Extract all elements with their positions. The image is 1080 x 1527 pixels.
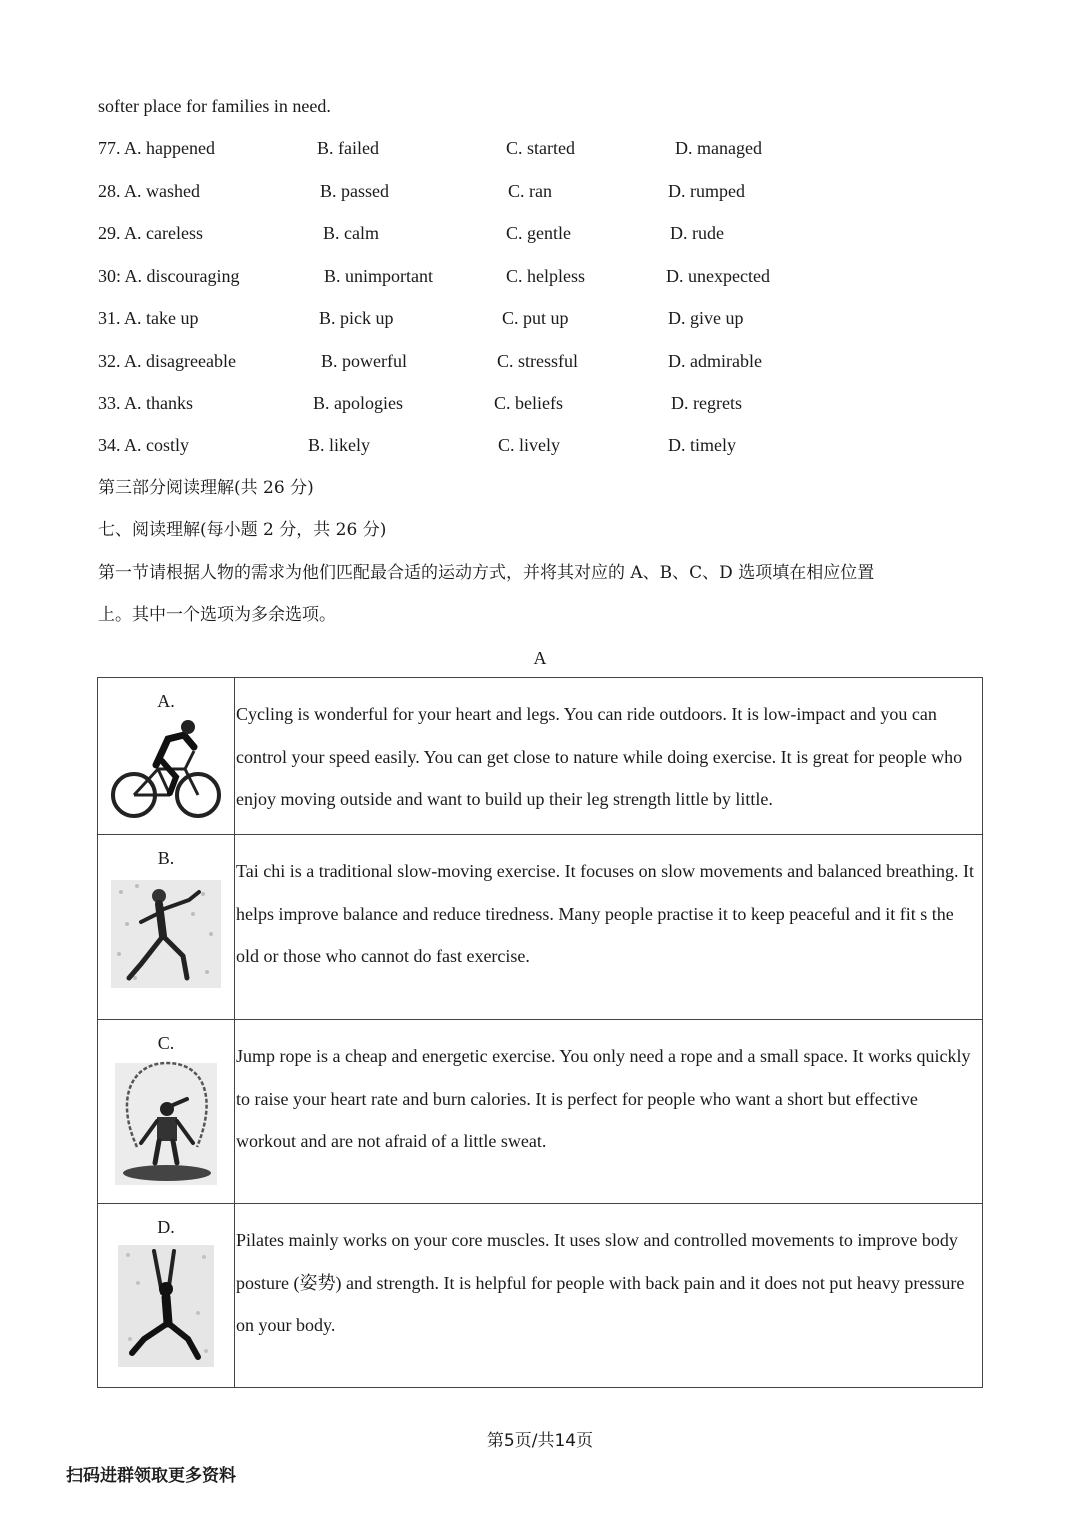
option-d: D. unexpected (666, 266, 770, 286)
tai-chi-icon (107, 874, 225, 992)
option-row-d (98, 1204, 983, 1388)
option-image-cell (98, 1204, 235, 1388)
option-a: 32. A. disagreeable (98, 351, 236, 371)
option-d: D. admirable (668, 351, 762, 371)
option-a: 77. A. happened (98, 138, 215, 158)
option-c: C. ran (508, 181, 552, 201)
bottom-note: 扫码进群领取更多资料 (66, 1466, 236, 1486)
option-a: 31. A. take up (98, 308, 199, 328)
option-c: C. helpless (506, 266, 585, 286)
option-d: D. timely (668, 435, 736, 455)
option-d: D. regrets (671, 393, 742, 413)
option-row-b (98, 835, 983, 1020)
option-b: B. unimportant (324, 266, 433, 286)
option-d: D. rude (670, 223, 724, 243)
option-a: 28. A. washed (98, 181, 200, 201)
instruction-line-2: 上。其中一个选项为多余选项。 (98, 605, 336, 625)
option-letter: C. (157, 1033, 175, 1053)
option-d: D. give up (668, 308, 744, 328)
option-d: D. managed (675, 138, 762, 158)
cycling-icon (110, 717, 222, 821)
option-c: C. started (506, 138, 575, 158)
option-b: B. likely (308, 435, 370, 455)
option-d: D. rumped (668, 181, 745, 201)
instruction-line-1: 第一节请根据人物的需求为他们匹配最合适的运动方式，并将其对应的 A、B、C、D 选项填在相应位置 (98, 563, 875, 583)
option-image-cell (98, 835, 235, 1020)
option-text: Tai chi is a traditional slow-moving exercise. It focuses on slow movements and balanced breathing. It helps improve balance and reduce tiredness. Many people practise it to keep peaceful and it fit s the old or those who cannot do fast exercise. (235, 835, 983, 1020)
option-image-cell (98, 678, 235, 835)
option-a: 33. A. thanks (98, 393, 194, 413)
option-b: B. passed (320, 181, 389, 201)
option-letter: D. (157, 1217, 175, 1237)
option-letter: B. (157, 848, 175, 868)
option-b: B. pick up (319, 308, 394, 328)
option-c: C. lively (498, 435, 560, 455)
intro-line: softer place for families in need. (98, 96, 331, 116)
option-row-c (98, 1020, 983, 1204)
option-a: 29. A. careless (98, 223, 203, 243)
option-b: B. failed (317, 138, 379, 158)
options-table (97, 677, 983, 1388)
passage-label: A (533, 648, 547, 668)
option-b: B. apologies (313, 393, 403, 413)
page-footer: 第5页/共14页 (486, 1431, 594, 1451)
option-row-a (98, 678, 983, 835)
option-image-cell (98, 1020, 235, 1204)
pilates-icon (114, 1243, 218, 1369)
subsection-title: 七、阅读理解(每小题 2 分，共 26 分) (98, 520, 387, 540)
option-a: 34. A. costly (98, 435, 190, 455)
option-letter: A. (157, 691, 175, 711)
option-b: B. powerful (321, 351, 407, 371)
section-title: 第三部分阅读理解(共 26 分) (98, 478, 314, 498)
option-text: Pilates mainly works on your core muscles. It uses slow and controlled movements to improve body posture (姿势) and strength. It is helpful for people with back pain and it does not put heavy pressure on your body. (235, 1204, 983, 1388)
option-c: C. gentle (506, 223, 571, 243)
option-text: Jump rope is a cheap and energetic exercise. You only need a rope and a small space. It works quickly to raise your heart rate and burn calories. It is perfect for people who want a short but effective workout and are not afraid of a little sweat. (235, 1020, 983, 1204)
option-b: B. calm (323, 223, 379, 243)
option-text: Cycling is wonderful for your heart and legs. You can ride outdoors. It is low-impact and you can control your speed easily. You can get close to nature while doing exercise. It is great for people who enjoy moving outside and want to build up their leg strength little by little. (235, 678, 983, 835)
option-c: C. stressful (497, 351, 578, 371)
option-a: 30: A. discouraging (98, 266, 240, 286)
jump-rope-icon (111, 1059, 221, 1189)
option-c: C. beliefs (494, 393, 563, 413)
option-c: C. put up (502, 308, 569, 328)
